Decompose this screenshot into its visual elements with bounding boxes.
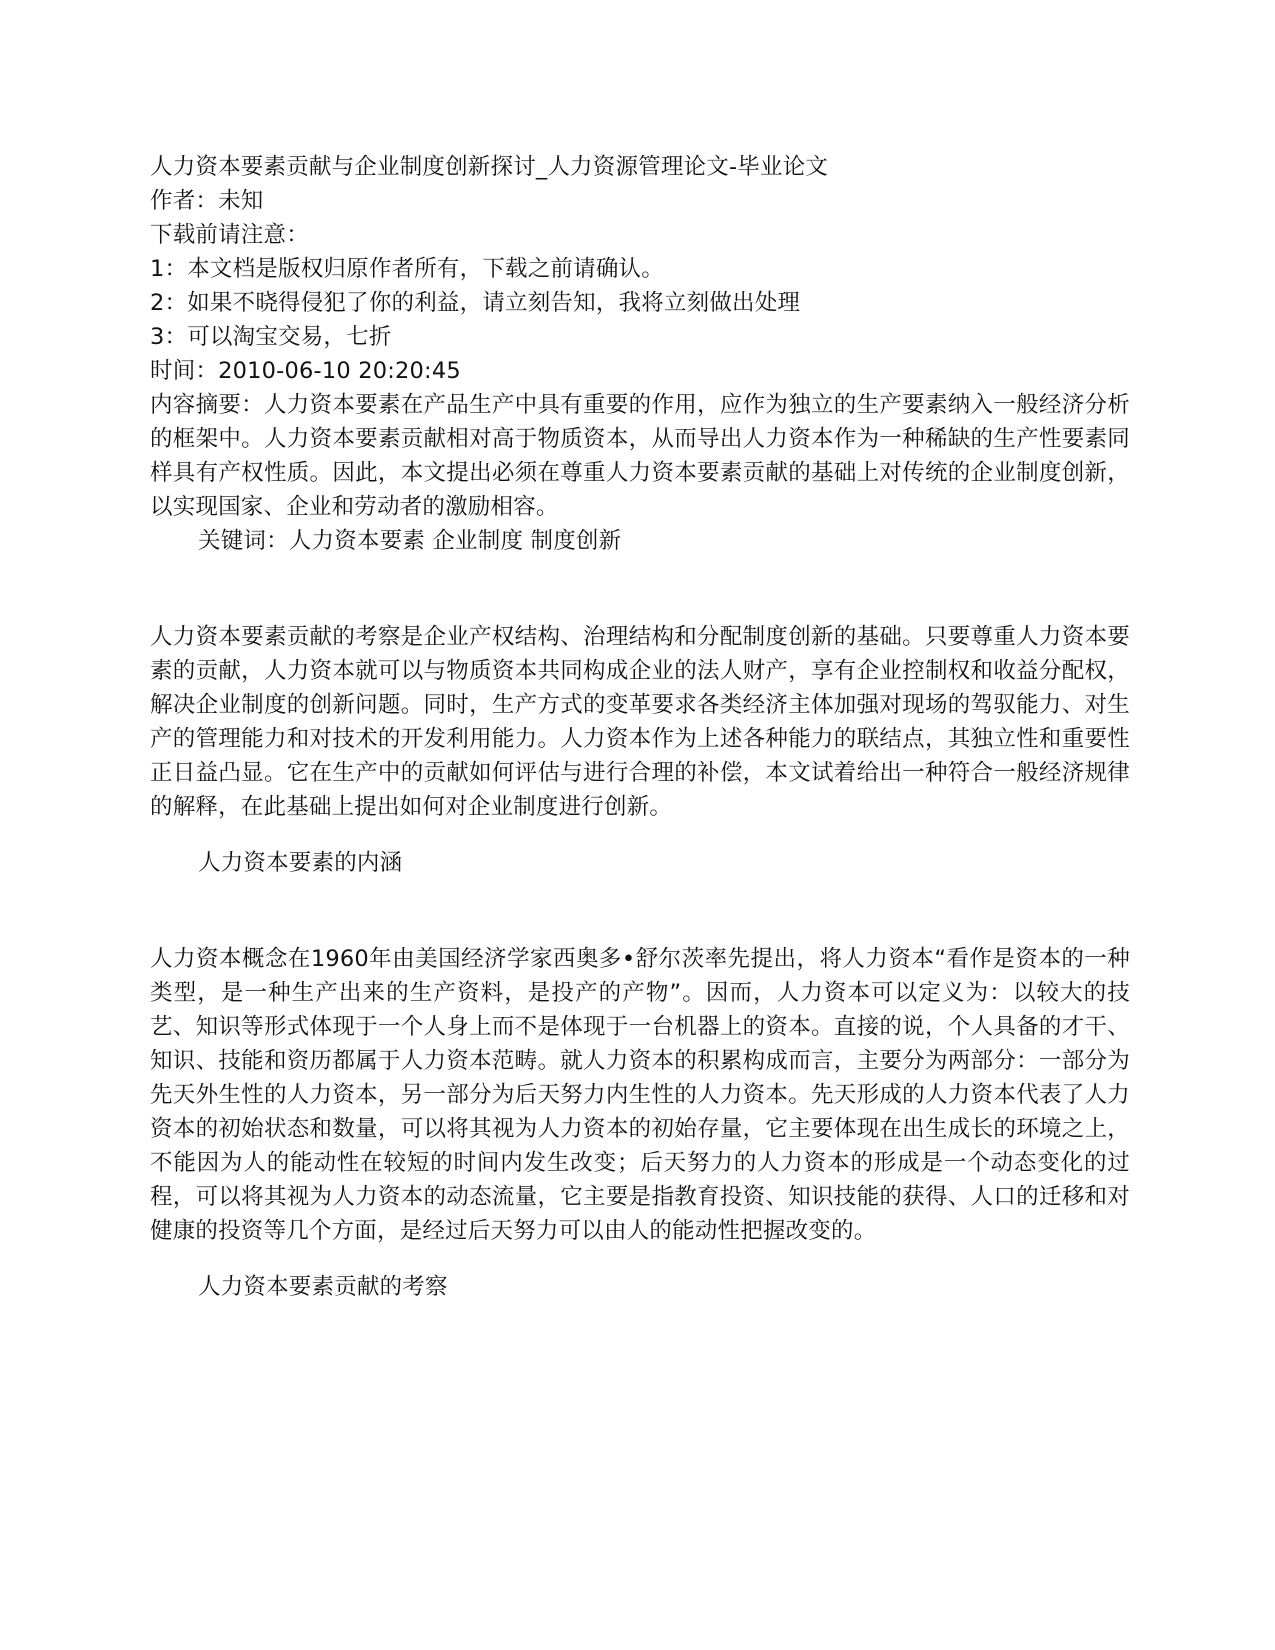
- notice-item-2: 2：如果不晓得侵犯了你的利益，请立刻告知，我将立刻做出处理: [150, 290, 801, 316]
- notice-heading: 下载前请注意：: [150, 222, 309, 248]
- timestamp-line: 时间：2010-06-10 20:20:45: [150, 358, 461, 384]
- section-heading-1: 人力资本要素的内涵: [198, 850, 403, 876]
- section1-paragraph: 人力资本概念在1960年由美国经济学家西奥多•舒尔茨率先提出，将人力资本“看作是资本的一种类型，是一种生产出来的生产资料，是投产的产物”。因而，人力资本可以定义为：以较大的技艺、知识等形式体现于一个人身上而不是体现于一台机器上的资本。直接的说，个人具备的才干、知识、技能和资历都属于人力资本范畴。就人力资本的积累构成而言，主要分为两部分：一部分为先天外生性的人力资本，另一部分为后天努力内生性的人力资本。先天形成的人力资本代表了人力资本的初始状态和数量，可以将其视为人力资本的初始存量，它主要体现在出生成长的环境之上，不能因为人的能动性在较短的时间内发生改变；后天努力的人力资本的形成是一个动态变化的过程，可以将其视为人力资本的动态流量，它主要是指教育投资、知识技能的获得、人口的迁移和对健康的投资等几个方面，是经过后天努力可以由人的能动性把握改变的。: [150, 946, 1130, 1244]
- intro-paragraph: 人力资本要素贡献的考察是企业产权结构、治理结构和分配制度创新的基础。只要尊重人力资本要素的贡献，人力资本就可以与物质资本共同构成企业的法人财产，享有企业控制权和收益分配权，解决企业制度的创新问题。同时，生产方式的变革要求各类经济主体加强对现场的驾驭能力、对生产的管理能力和对技术的开发利用能力。人力资本作为上述各种能力的联结点，其独立性和重要性正日益凸显。它在生产中的贡献如何评估与进行合理的补偿，本文试着给出一种符合一般经济规律的解释，在此基础上提出如何对企业制度进行创新。: [150, 624, 1130, 820]
- document-page: [150, 150, 1130, 1304]
- abstract-paragraph: 内容摘要：人力资本要素在产品生产中具有重要的作用，应作为独立的生产要素纳入一般经济分析的框架中。人力资本要素贡献相对高于物质资本，从而导出人力资本作为一种稀缺的生产性要素同样具有产权性质。因此，本文提出必须在尊重人力资本要素贡献的基础上对传统的企业制度创新，以实现国家、企业和劳动者的激励相容。: [150, 392, 1130, 520]
- spacer: [150, 1248, 1130, 1270]
- spacer: [150, 824, 1130, 846]
- author-line: 作者：未知: [150, 188, 264, 214]
- keywords-line: 关键词：人力资本要素 企业制度 制度创新: [198, 528, 622, 554]
- notice-item-1: 1：本文档是版权归原作者所有，下载之前请确认。: [150, 256, 664, 282]
- notice-item-3: 3：可以淘宝交易，七折: [150, 324, 392, 350]
- spacer: [150, 558, 1130, 620]
- section-heading-2: 人力资本要素贡献的考察: [198, 1274, 448, 1300]
- document-title: 人力资本要素贡献与企业制度创新探讨_人力资源管理论文-毕业论文: [150, 154, 829, 180]
- spacer: [150, 880, 1130, 942]
